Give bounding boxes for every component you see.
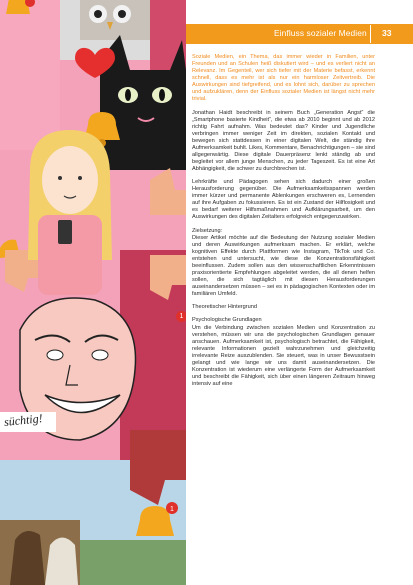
article-text-column xyxy=(192,54,375,394)
collage-illustration xyxy=(0,0,186,585)
header-divider xyxy=(370,25,371,43)
section-title: Einfluss sozialer Medien xyxy=(274,28,367,38)
owl-image xyxy=(80,0,150,40)
body-paragraph: Lehrkräfte und Pädagogen sehen sich dadurch einer großen Herausforderung gegenüber. Die Aufmerksamkeitsspannen werden immer kürzer und permanente Ablenkungen erschweren es, Lernenden auf ihre Aufgaben zu fokussieren. Es ist ein Zustand der Hilflosigkeit und es bedarf weiterer Hilfsmaßnahmen und Aufklärungsarbeit, um den Auswirkungen des digitalen Zeitalters erfolgreich entgegenzuwirken. xyxy=(192,179,375,221)
svg-text:1: 1 xyxy=(170,506,174,513)
header-bar xyxy=(186,24,413,44)
body-paragraph: Um die Verbindung zwischen sozialen Medien und Konzentration zu verstehen, müssen wir uns die psychologischen Grundlagen genauer anschauen. Aufmerksamkeit ist, psychologisch betrachtet, die Fähigkeit, relevante Informationen gezielt wahrzunehmen und gleichzeitig irrelevante Reize auszublenden. Sie steuert, was in unser Bewusstsein gelangt und wie lange wir uns damit auseinandersetzen. Die Konzentration ist wiederum eine verlängerte Form der Aufmerksamkeit und beschreibt die Fähigkeit, sich über einen längeren Zeitraum hinweg intensiv auf eine xyxy=(192,324,375,387)
notification-count-badge: 1 xyxy=(176,311,186,322)
woman-with-phone-illustration xyxy=(28,130,112,295)
body-paragraph: Dieser Artikel möchte auf die Bedeutung der Nutzung sozialer Medien und deren Auswirkungen aufmerksam machen. Er erklärt, welche kognitiven Effekte durch Plattformen wie Instagram, TikTok und Co. entstehen und untersucht, wie diese die Konzentrationsfähigkeit beeinflussen. Zudem sollen aus den wissenschaftlichen Erkenntnissen praxisorientierte Empfehlungen abgeleitet werden, die all denen helfen sollen, die sich tagtäglich mit diesen Herausforderungen auseinandersetzen müssen – sei es in pädagogischen Kontexten oder im familiären Umfeld. xyxy=(192,234,375,298)
zielsetzung-heading: Zielsetzung: xyxy=(192,227,223,234)
body-paragraph: Jonathan Haidt beschreibt in seinem Buch „Generation Angst“ die „Smartphone basierte Kindheit“, die etwa ab 2010 beginnt und ab 2012 richtig Fahrt aufnahm. Was bedeutet das? Kinder und Jugendliche verbringen immer weniger Zeit im direkten, sozialen Kontakt und bewegen sich stattdessen in einer digitalen Welt, die ständig ihre Aufmerksamkeit buhlt. Likes, Kommentare, Benachrichtigungen – sie sind allgegenwärtig. Diese digitale Dauerpräsenz lenkt ständig ab und begleitet vor allem junge Menschen, zu jeder Tageszeit. Es ist eine Art Abhängigkeit, die schwer zu durchbrechen ist. xyxy=(192,109,375,172)
theory-heading: Theoretischer Hintergrund xyxy=(192,304,257,311)
suechtig-sign-text: süchtig! xyxy=(3,411,44,429)
page-number: 33 xyxy=(382,28,392,38)
psychology-subheading: Psychologische Grundlagen xyxy=(192,317,262,324)
collage-artwork xyxy=(0,0,186,585)
intro-paragraph: Soziale Medien, ein Thema, das immer wieder in Familien, unter Freunden und an Schulen heiß diskutiert wird – und es verliert nicht an Relevanz. Im Gegenteil, wer sich tiefer mit der Materie befasst, erkennt schnell, dass es mehr ist als nur ein harmloser Zeitvertreib. Die Auswirkungen sind tiefgreifend, und es lohnt sich, darüber zu sprechen und aufzuklären, denn der Einfluss sozialer Medien ist längst nicht mehr trivial. xyxy=(192,54,375,103)
